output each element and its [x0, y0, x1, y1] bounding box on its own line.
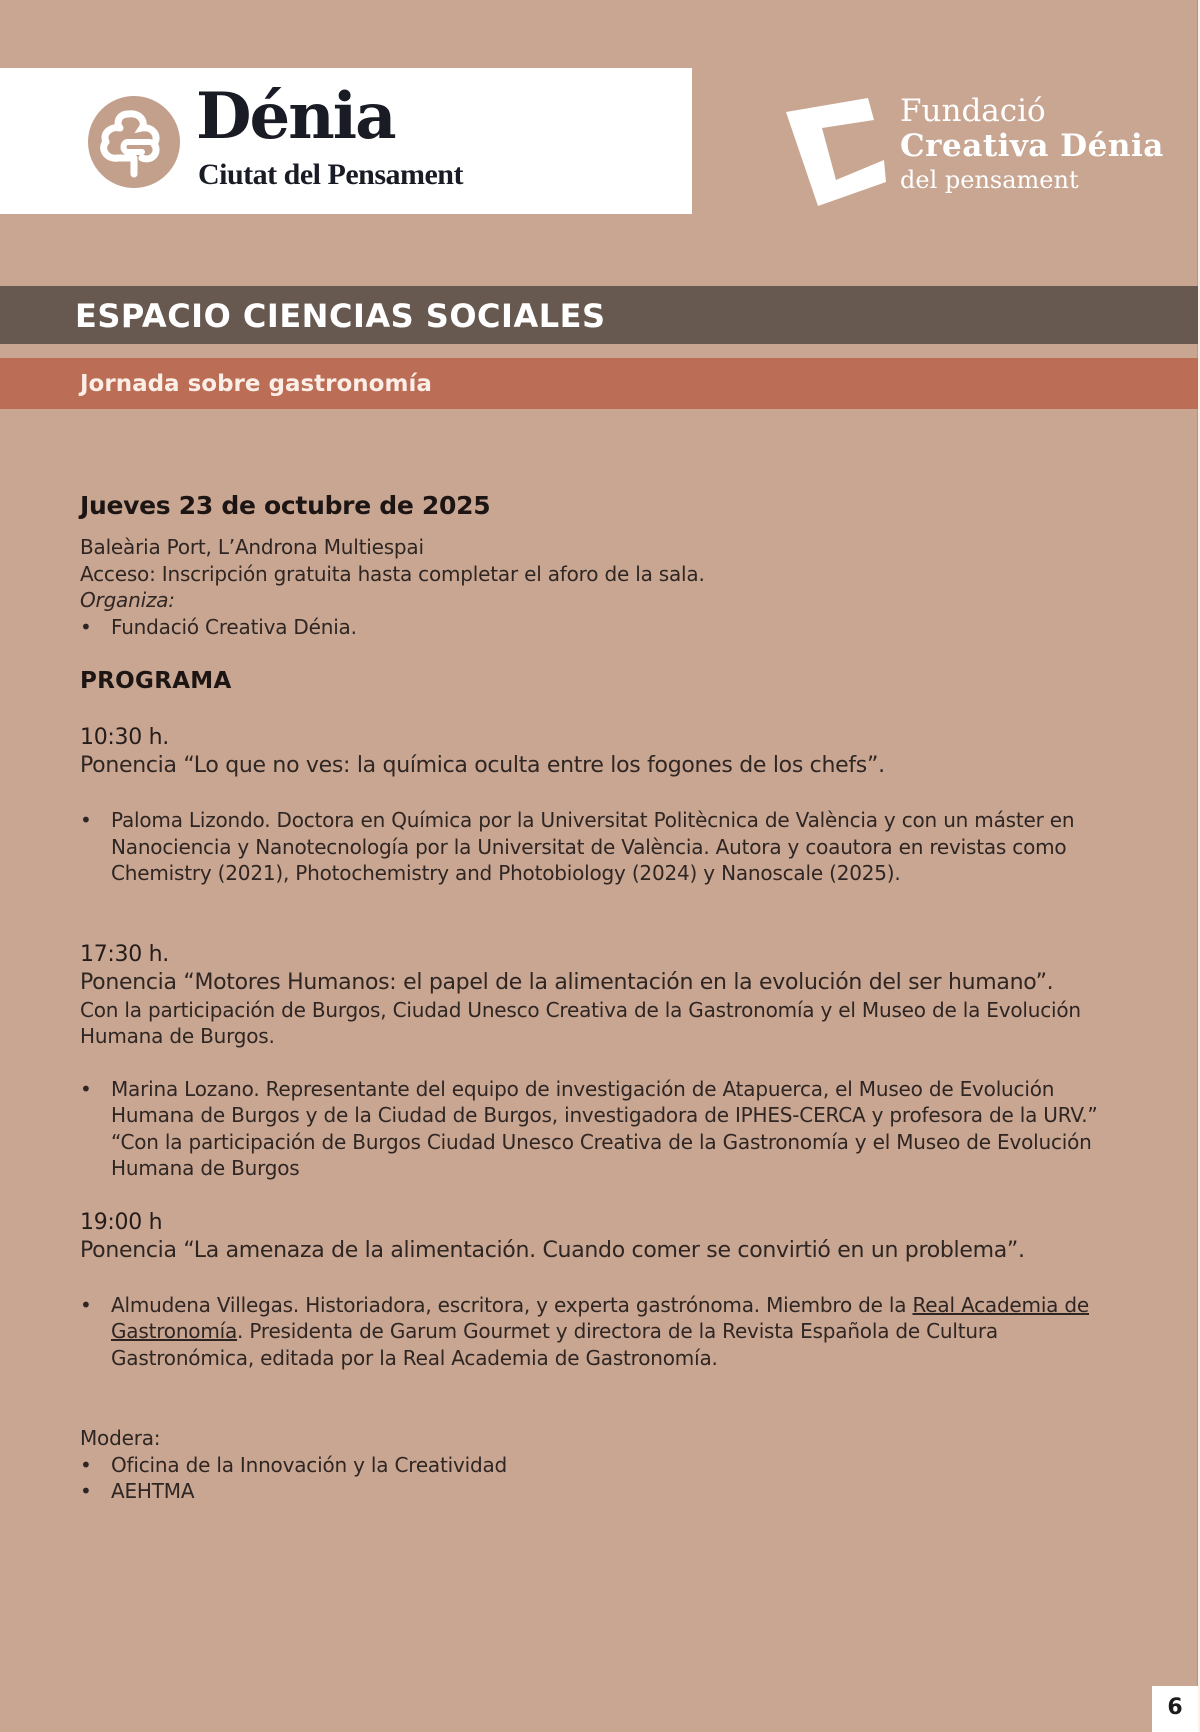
page-number-box [1152, 1686, 1198, 1732]
section-title: ESPACIO CIENCIAS SOCIALES [75, 297, 606, 335]
speaker-bio-pre: Almudena Villegas. Historiadora, escritora, y experta gastrónoma. Miembro de la [111, 1292, 913, 1317]
session-speaker [80, 1076, 1140, 1182]
denia-emblem-icon [88, 96, 180, 188]
program-session [80, 724, 1140, 887]
organizer-item [80, 614, 1140, 641]
real-academia-link[interactable]: Real Academia de Gastronomía [111, 1292, 1089, 1343]
program-session [80, 1209, 1140, 1372]
fundacio-c-mark-icon [782, 96, 890, 208]
session-speaker [80, 807, 1140, 887]
event-date: Jueves 23 de octubre de 2025 [80, 491, 491, 520]
moderators [80, 1425, 1140, 1505]
moderator-item [80, 1452, 1140, 1479]
session-time: 10:30 h. [80, 725, 169, 750]
section-band [0, 286, 1198, 344]
organizer-name: Fundació Creativa Dénia. [111, 614, 357, 639]
fundacio-logo-line1: Fundació [900, 93, 1046, 129]
bullet-icon: • [80, 808, 92, 832]
fundacio-logo-line2: Creativa Dénia [900, 128, 1164, 164]
denia-logo-title: Dénia [196, 79, 395, 154]
speaker-bio-post: . Presidenta de Garum Gourmet y directora de la Revista Española de Cultura Gastronómica, editada por la Real Academia de Gastronomía. [111, 1319, 998, 1370]
fundacio-logo [782, 94, 1172, 214]
organiza-label: Organiza: [80, 588, 175, 612]
subsection-title: Jornada sobre gastronomía [80, 371, 432, 397]
bullet-icon: • [80, 1479, 92, 1503]
bullet-icon: • [80, 1452, 92, 1477]
speaker-bio: Paloma Lizondo. Doctora en Química por la Universitat Politècnica de València y con un máster en Nanociencia y Nanotecnología por la Universitat de València. Autora y coautora en revistas como Chemistry (2021), Photochemistry and Photobiology (2024) y Nanoscale (2025). [111, 808, 1075, 885]
session-note: Con la participación de Burgos, Ciudad Unesco Creativa de la Gastronomía y el Museo de la Evolución Humana de Burgos. [80, 997, 1081, 1048]
event-content [80, 488, 1140, 1505]
program-heading: PROGRAMA [80, 668, 232, 694]
session-time: 17:30 h. [80, 941, 169, 967]
fundacio-logo-line3: del pensament [900, 166, 1079, 194]
session-time: 19:00 h [80, 1209, 163, 1235]
moderator-item [80, 1478, 1140, 1505]
moderators-label: Modera: [80, 1426, 161, 1450]
page-number: 6 [1167, 1695, 1183, 1720]
session-title: Ponencia “Motores Humanos: el papel de la alimentación en la evolución del ser humano”. [80, 969, 1054, 995]
moderator-name: AEHTMA [111, 1479, 195, 1503]
event-access: Acceso: Inscripción gratuita hasta completar el aforo de la sala. [80, 561, 705, 586]
moderator-name: Oficina de la Innovación y la Creatividad [111, 1452, 508, 1477]
subsection-band [0, 358, 1198, 409]
program-session [80, 941, 1140, 1182]
session-title: Ponencia “Lo que no ves: la química oculta entre los fogones de los chefs”. [80, 753, 885, 778]
session-title: Ponencia “La amenaza de la alimentación. Cuando comer se convirtió en un problema”. [80, 1237, 1025, 1263]
denia-logo-subtitle: Ciutat del Pensament [198, 158, 463, 191]
bullet-icon: • [80, 1076, 92, 1101]
session-speaker [80, 1292, 1140, 1372]
bullet-icon: • [80, 1292, 92, 1317]
denia-logo [0, 68, 692, 214]
speaker-bio: Marina Lozano. Representante del equipo de investigación de Atapuerca, el Museo de Evolución Humana de Burgos y de la Ciudad de Burgos, investigadora de IPHES-CERCA y profesora de la URV.” “Con la participación de Burgos Ciudad Unesco Creativa de la Gastronomía y el Museo de Evolución Humana de Burgos [111, 1076, 1098, 1180]
bullet-icon: • [80, 614, 92, 639]
event-venue: Baleària Port, L’Androna Multiespai [80, 535, 424, 559]
